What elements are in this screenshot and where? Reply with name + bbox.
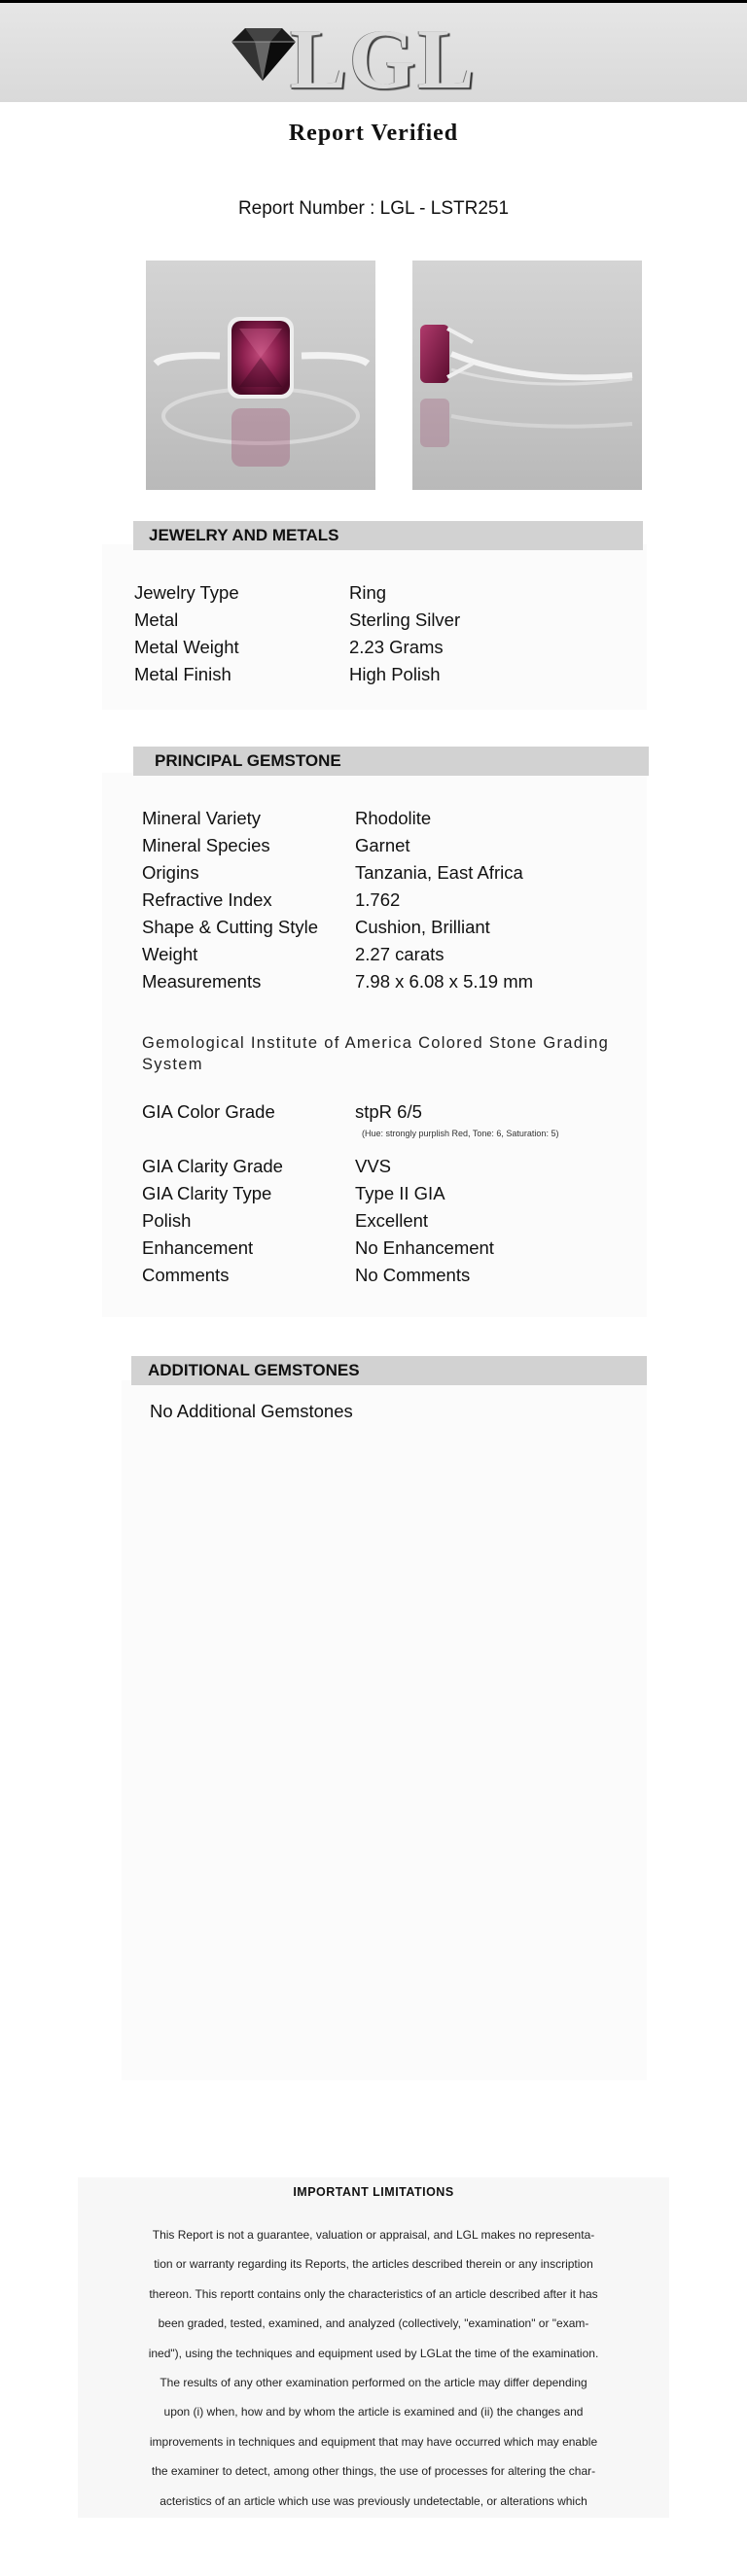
gemstone-row-value: VVS [355,1156,392,1176]
gemstone-row-label: Comments [142,1265,230,1285]
color-grade-value: stpR 6/5 [355,1101,422,1122]
limitations-line: The results of any other examination performed on the article may differ depending [160,2376,587,2390]
limitations-line: ined"), using the techniques and equipment used by LGLat the time of the examination. [148,2346,599,2360]
gemstone-row-value: 2.27 carats [355,944,445,964]
gemstone-row-label: Mineral Species [142,835,270,855]
gemstone-row-value: Type II GIA [355,1183,445,1203]
gemstone-row-label: GIA Clarity Grade [142,1156,283,1176]
gemstone-row-label: Enhancement [142,1237,254,1258]
additional-heading: ADDITIONAL GEMSTONES [131,1356,647,1385]
jewelry-row-value: Sterling Silver [349,609,461,630]
jewelry-row-value: 2.23 Grams [349,637,444,657]
header-band [0,3,747,107]
logo-text: LGL [290,13,477,107]
gia-system-title: Gemological Institute of America Colored Stone Grading System [142,1034,610,1073]
ring-front-photo [146,261,375,490]
gemstone-row-label: Polish [142,1210,192,1231]
limitations-line: been graded, tested, examined, and analyzed (collectively, "examination" or "exam- [158,2316,589,2331]
gemstone-row-label: Shape & Cutting Style [142,917,318,937]
limitations-body [103,2220,644,2516]
limitations-line: upon (i) when, how and by whom the article is examined and (ii) the changes and [163,2405,584,2419]
color-grade-note: (Hue: strongly purplish Red, Tone: 6, Saturation: 5) [362,1129,559,1138]
limitations-box [78,2177,669,2518]
diamond-icon [226,20,300,85]
report-number: Report Number : LGL - LSTR251 [237,198,510,219]
report-title: Report Verified [288,121,459,146]
jewelry-heading: JEWELRY AND METALS [133,521,643,550]
additional-panel [122,1380,647,2080]
jewelry-row-value: Ring [349,582,387,603]
limitations-line: the examiner to detect, among other things, the use of processes for altering the char- [151,2464,596,2479]
gemstone-row-value: Excellent [355,1210,429,1231]
gemstone-row-label: Weight [142,944,198,964]
limitations-line: tion or warranty regarding its Reports, the articles described therein or any inscription [154,2257,593,2272]
jewelry-row-value: High Polish [349,664,441,684]
gemstone-row-value: 7.98 x 6.08 x 5.19 mm [355,971,534,992]
additional-text: No Additional Gemstones [150,1401,353,1421]
gemstone-row-value: Rhodolite [355,808,432,828]
gemstone-row-value: No Comments [355,1265,471,1285]
gemstone-row-value: Cushion, Brilliant [355,917,490,937]
gemstone-row-label: Refractive Index [142,889,272,910]
gemstone-row-value: 1.762 [355,889,401,910]
jewelry-row-label: Metal Finish [134,664,231,684]
limitations-line: improvements in techniques and equipment that may have occurred which may enable [149,2434,598,2449]
color-grade-label: GIA Color Grade [142,1101,275,1122]
gemstone-row-label: Measurements [142,971,262,992]
jewelry-row-label: Metal [134,609,179,630]
gemstone-row-value: Garnet [355,835,410,855]
jewelry-row-label: Jewelry Type [134,582,239,603]
ring-side-photo [412,261,642,490]
limitations-title: IMPORTANT LIMITATIONS [293,2185,454,2199]
gemstone-row-label: Origins [142,862,199,883]
lgl-logo[interactable] [226,13,479,107]
gemstone-heading: PRINCIPAL GEMSTONE [133,747,649,776]
gemstone-row-value: Tanzania, East Africa [355,862,523,883]
limitations-line: thereon. This reportt contains only the characteristics of an article described after it has [149,2286,598,2301]
jewelry-row-label: Metal Weight [134,637,239,657]
gemstone-row-value: No Enhancement [355,1237,494,1258]
limitations-line: acteristics of an article which use was previously undetectable, or alterations which [160,2493,587,2508]
gemstone-row-label: GIA Clarity Type [142,1183,272,1203]
limitations-line: This Report is not a guarantee, valuation or appraisal, and LGL makes no representa- [152,2228,595,2242]
gemstone-row-label: Mineral Variety [142,808,262,828]
